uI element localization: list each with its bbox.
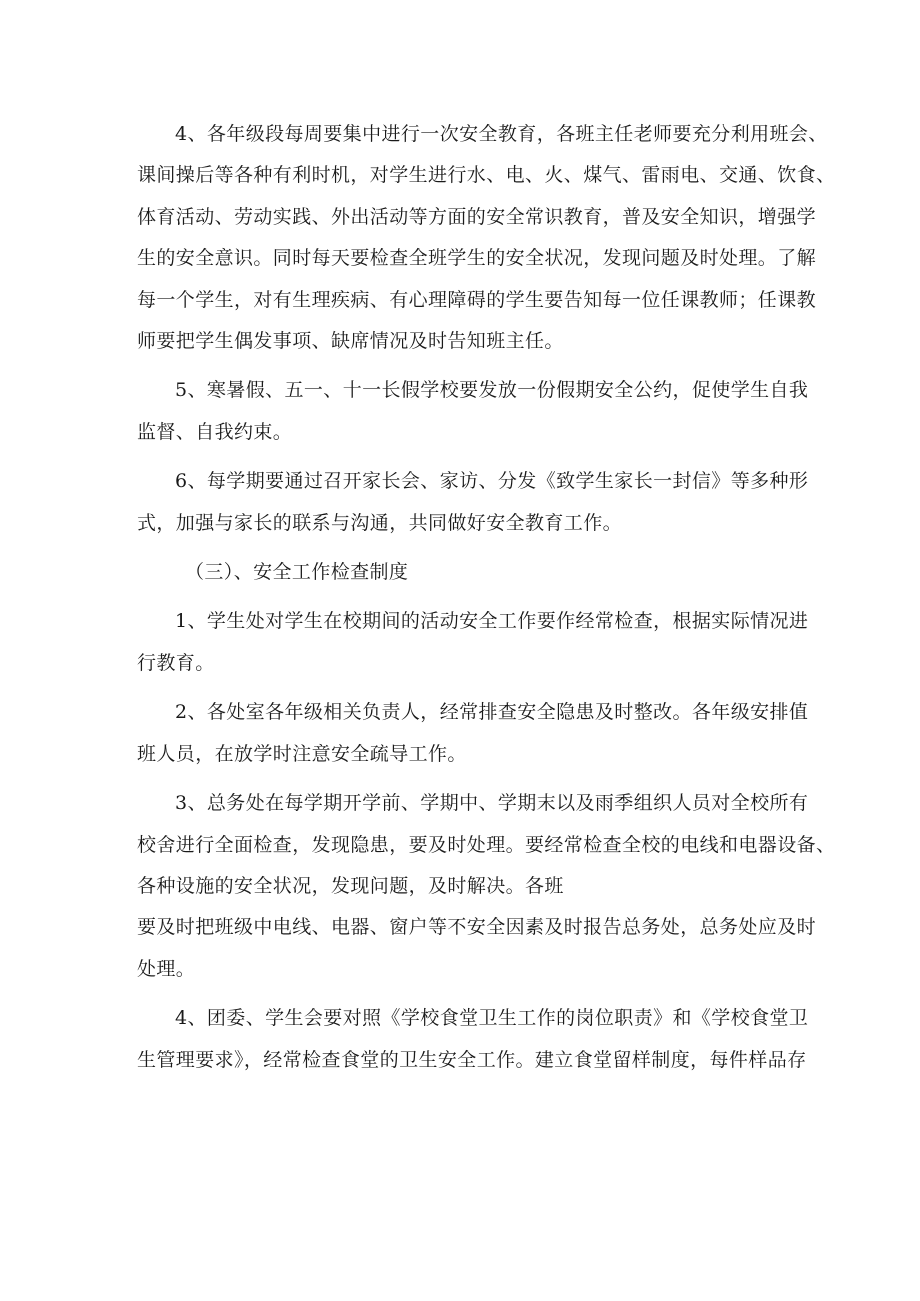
section-paragraph-2 (137, 692, 809, 775)
section-paragraph-1 (137, 601, 809, 684)
paragraph-item-6 (137, 461, 809, 544)
text-line: 处理。 (137, 957, 196, 980)
text-line: 4、团委、学生会要对照《学校食堂卫生工作的岗位职责》和《学校食堂卫 (175, 1007, 809, 1030)
section-paragraph-3 (137, 783, 836, 990)
text-line: 体育活动、劳动实践、外出活动等方面的安全常识教育，普及安全知识，增强学 (137, 205, 817, 228)
text-line: 师要把学生偶发事项、缺席情况及时告知班主任。 (137, 330, 564, 353)
text-line: 各种设施的安全状况，发现问题，及时解决。各班 (137, 874, 564, 897)
text-line: 课间操后等各种有利时机，对学生进行水、电、火、煤气、雷雨电、交通、饮食、 (137, 164, 836, 187)
text-line: 1、学生处对学生在校期间的活动安全工作要作经常检查，根据实际情况进 (175, 610, 809, 633)
text-line: 行教育。 (137, 651, 215, 674)
text-line: 2、各处室各年级相关负责人，经常排查安全隐患及时整改。各年级安排值 (175, 701, 809, 724)
text-line: 5、寒暑假、五一、十一长假学校要发放一份假期安全公约，促使学生自我 (175, 379, 809, 402)
paragraph-item-5 (137, 370, 809, 453)
text-line: 每一个学生，对有生理疾病、有心理障碍的学生要告知每一位任课教师；任课教 (137, 288, 817, 311)
paragraph-item-4 (137, 114, 836, 362)
text-line: 生的安全意识。同时每天要检查全班学生的安全状况，发现问题及时处理。了解 (137, 247, 817, 270)
document-body (137, 114, 836, 1081)
section-heading: （三）、安全工作检查制度 (185, 561, 409, 584)
text-line: 生管理要求》，经常检查食堂的卫生安全工作。建立食堂留样制度，每件样品存 (137, 1048, 807, 1071)
text-line: 3、总务处在每学期开学前、学期中、学期末以及雨季组织人员对全校所有 (175, 792, 809, 815)
text-line: 要及时把班级中电线、电器、窗户等不安全因素及时报告总务处，总务处应及时 (137, 916, 817, 939)
text-line: 4、各年级段每周要集中进行一次安全教育，各班主任老师要充分利用班会、 (175, 123, 828, 145)
text-line: 校舍进行全面检查，发现隐患，要及时处理。要经常检查全校的电线和电器设备、 (137, 833, 836, 856)
text-line: 式，加强与家长的联系与沟通，共同做好安全教育工作。 (137, 511, 623, 534)
text-line: 监督、自我约束。 (137, 420, 293, 443)
text-line: 班人员，在放学时注意安全疏导工作。 (137, 742, 467, 765)
text-line: 6、每学期要通过召开家长会、家访、分发《致学生家长一封信》等多种形 (175, 470, 809, 493)
section-paragraph-4 (137, 998, 809, 1081)
